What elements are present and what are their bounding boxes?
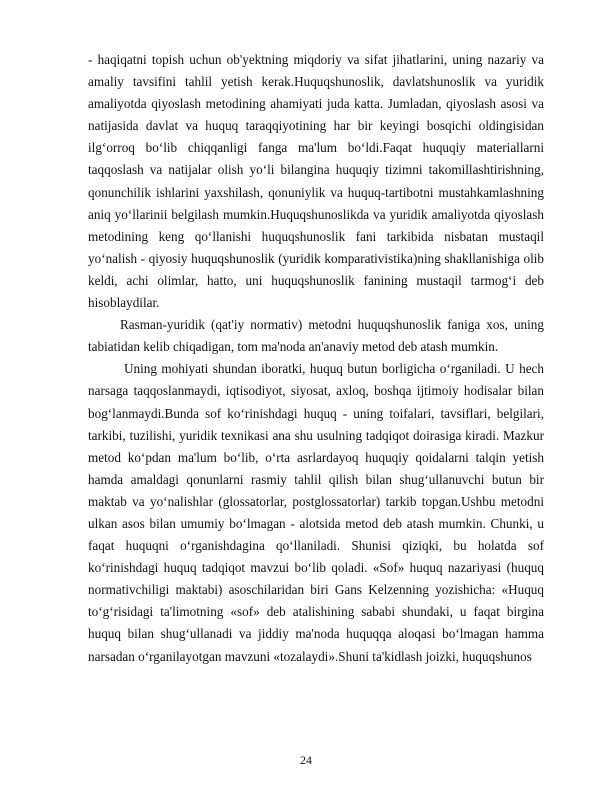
paragraph-2: Rasman-yuridik (qat'iy normativ) metodni huquqshunoslik faniga xos, uning tabiatidan kelib chiqadigan, tom ma'noda an'anaviy metod deb atash mumkin. bbox=[88, 317, 544, 355]
page-number: 24 bbox=[300, 753, 312, 767]
paragraph-1: - haqiqatni topish uchun ob'yektning miqdoriy va sifat jihatlarini, uning nazariy va amaliy tavsifini tahlil yetish kerak.Huquqshunoslik, davlatshunoslik va yuridik amaliyotda qiyoslash metodining ahamiyati juda katta. Jumladan, qiyoslash asosi va natijasida davlat va huquq taraqqiyotining har bir keyingi bosqichi oldingisidan ilg‘orroq bo‘lib chiqqanligi fanga ma'lum bo‘ldi.Faqat huquqiy materiallarni taqqoslash va natijalar olish yo‘li bilangina huquqiy tizimni takomillashtirishning, qonunchilik ishlarini yaxshilash, qonuniylik va huquq-tartibotni mustahkamlashning aniq yo‘llarinii belgilash mumkin.Huquqshunoslikda va yuridik amaliyotda qiyoslash metodining keng qo‘llanishi huquqshunoslik fani tarkibida nisbatan mustaqil yo‘nalish - qiyosiy huquqshunoslik (yuridik komparativistika)ning shakllanishiga olib keldi, achi olimlar, hatto, uni huquqshunoslik fanining mustaqil tarmog‘i deb hisoblaydilar. bbox=[88, 52, 544, 311]
document-body bbox=[88, 49, 544, 668]
paragraph-3: Uning mohiyati shundan iboratki, huquq butun borligicha o‘rganiladi. U hech narsaga taqqoslanmaydi, iqtisodiyot, siyosat, axloq, boshqa ijtimoiy hodisalar bilan bog‘lanmaydi.Bunda sof ko‘rinishdagi huquq - uning toifalari, tavsiflari, belgilari, tarkibi, tuzilishi, yuridik texnikasi ana shu usulning tadqiqot doirasiga kiradi. Mazkur metod ko‘pdan ma'lum bo‘lib, o‘rta asrlardayoq huquqiy qoidalarni talqin yetish hamda amaldagi qonunlarni rasmiy tahlil qilish bilan shug‘ullanuvchi butun bir maktab va yo‘nalishlar (glossatorlar, postglossatorlar) tarkib topgan.Ushbu metodni ulkan asos bilan umumiy bo‘lmagan - alotsida metod deb atash mumkin. Chunki, u faqat huquqni o‘rganishdagina qo‘llaniladi. Shunisi qiziqki, bu holatda sof ko‘rinishdagi huquq tadqiqot mavzui bo‘lib qoladi. «Sof» huquq nazariyasi (huquq normativchiligi maktabi) asoschilaridan biri Gans Kelzenning yozishicha: «Huquq to‘g‘risidagi ta'limotning «sof» deb atalishining sababi shundaki, u faqat birgina huquq bilan shug‘ullanadi va jiddiy ma'noda huquqqa aloqasi bo‘lmagan hamma narsadan o‘rganilayotgan mavzuni «tozalaydi».Shuni ta'kidlash joizki, huquqshunos bbox=[88, 361, 544, 664]
